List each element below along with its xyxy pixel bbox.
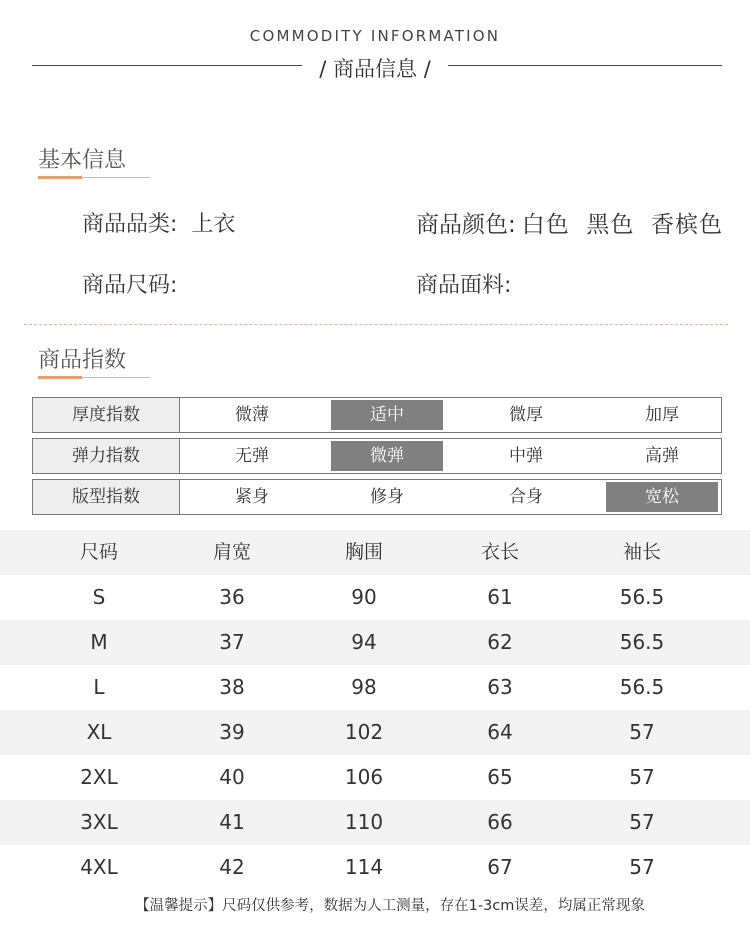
index-row-label: 版型指数 [33,480,180,514]
index-option: 修身 [370,487,404,507]
category-field [82,207,235,238]
table-header-cell: 尺码 [79,541,118,563]
size-label: 商品尺码: [82,273,178,298]
table-cell: L [93,675,105,699]
index-underline-accent [38,376,82,379]
table-cell: 110 [344,810,384,834]
table-cell: 3XL [80,810,118,834]
index-option: 微厚 [509,405,543,425]
table-cell: 38 [219,675,245,699]
table-cell: 102 [344,720,384,744]
table-cell: 61 [487,585,513,609]
index-option: 合身 [509,487,543,507]
table-cell: 65 [487,765,513,789]
fit-index-row [32,479,722,515]
table-cell: M [90,630,108,654]
table-cell: 56.5 [619,675,665,699]
table-row [0,800,750,845]
size-field [82,268,191,299]
table-row [0,710,750,755]
table-cell: 90 [351,585,377,609]
dashed-divider [24,324,728,325]
elasticity-index-row [32,438,722,474]
table-cell: 98 [351,675,377,699]
table-row [0,755,750,800]
index-option-selected: 微弹 [331,441,443,471]
table-cell: 57 [629,810,655,834]
category-value: 上衣 [191,212,236,237]
index-option: 高弹 [645,446,679,466]
color-field [416,206,723,239]
table-cell: 106 [344,765,384,789]
table-cell: 56.5 [619,585,665,609]
table-row [0,845,750,890]
header-chinese-title-text: 商品信息 [333,57,417,81]
fabric-label: 商品面料: [416,273,512,298]
table-header-cell: 胸围 [344,541,383,563]
table-row [0,620,750,665]
table-cell: 40 [219,765,245,789]
fabric-field [416,268,525,299]
index-row-label: 厚度指数 [33,398,180,432]
table-cell: 2XL [80,765,118,789]
table-header-cell: 袖长 [622,541,661,563]
index-option: 加厚 [645,405,679,425]
table-cell: 66 [487,810,513,834]
table-cell: 94 [351,630,377,654]
basic-info-underline-accent [38,176,82,179]
header-slash-left: / [319,57,327,81]
table-cell: 57 [629,765,655,789]
table-header-cell: 衣长 [480,541,519,563]
index-option: 微薄 [235,405,269,425]
table-cell: 56.5 [619,630,665,654]
table-header-row [0,530,750,575]
table-row [0,665,750,710]
table-cell: 37 [219,630,245,654]
index-option-selected: 适中 [331,400,443,430]
table-row [0,575,750,620]
table-cell: 4XL [80,855,118,879]
index-underline [38,377,150,378]
color-value: 白色 黑色 香槟色 [521,212,723,238]
index-option: 无弹 [235,446,269,466]
index-title: 商品指数 [38,348,127,373]
color-label: 商品颜色: [416,212,516,238]
index-option: 紧身 [235,487,269,507]
table-cell: 42 [219,855,245,879]
table-cell: 57 [629,720,655,744]
header-chinese-title [302,53,448,83]
table-cell: 63 [487,675,513,699]
index-option: 中弹 [509,446,543,466]
index-row-label: 弹力指数 [33,439,180,473]
table-cell: 36 [219,585,245,609]
category-label: 商品品类: [82,212,178,237]
table-cell: 57 [629,855,655,879]
thickness-index-row [32,397,722,433]
table-cell: 39 [219,720,245,744]
table-cell: 62 [487,630,513,654]
header-line-left [32,65,302,66]
index-option-selected: 宽松 [606,482,718,512]
table-cell: 114 [344,855,384,879]
table-cell: 41 [219,810,245,834]
table-header-cell: 肩宽 [212,541,251,563]
header-english-title: COMMODITY INFORMATION [249,27,501,45]
basic-info-underline [38,177,150,178]
header-slash-right: / [423,57,431,81]
table-cell: 67 [487,855,513,879]
table-cell: 64 [487,720,513,744]
size-disclaimer-note: 【温馨提示】尺码仅供参考，数据为人工测量，存在1-3cm误差，均属正常现象 [135,898,645,914]
size-table [0,530,750,890]
table-cell: S [92,585,106,609]
basic-info-title: 基本信息 [38,148,127,173]
table-cell: XL [86,720,112,744]
header-line-right [448,65,722,66]
